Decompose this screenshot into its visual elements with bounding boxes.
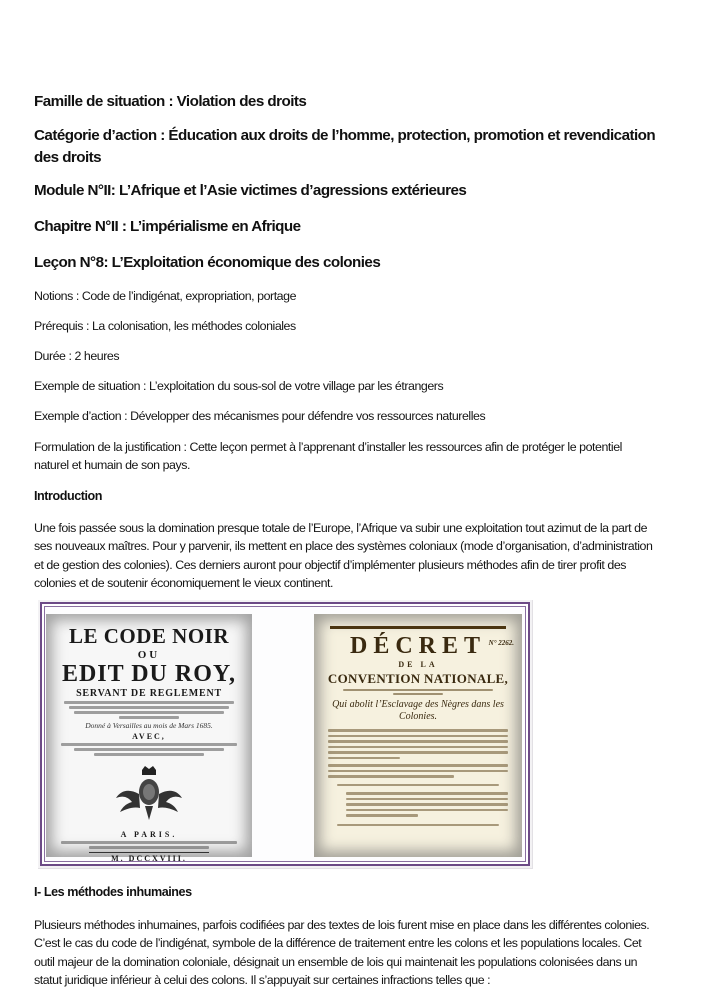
section1-line: outil majeur de la domination coloniale, désignait un ensemble de lois qui maintenait les populations colonisées dans un: [34, 954, 638, 969]
royal-crest-icon: [112, 764, 186, 824]
exemple-situation-text: Exemple de situation : L’exploitation du sous-sol de votre village par les étrangers: [34, 379, 444, 393]
notions-text: Notions : Code de l’indigénat, expropriation, portage: [34, 289, 297, 303]
figure-frame: [40, 602, 530, 866]
blurred-text-line: [343, 689, 493, 691]
decret-number: N° 2262.: [488, 639, 514, 647]
blurred-text-line: [119, 716, 179, 719]
section1-line: statut juridique inférieur à celui des colons. Il s’appuyait sur certaines infractions telles que :: [34, 972, 491, 987]
blurred-text-line: [69, 706, 229, 709]
decret-subtitle: Qui abolit l’Esclavage des Nègres dans les Colonies.: [332, 699, 504, 722]
lecon-heading: Leçon N°8: L’Exploitation économique des colonies: [34, 254, 381, 271]
justification-line1: Formulation de la justification : Cette leçon permet à l’apprenant d’installer les ressources afin de protéger le potentiel: [34, 440, 622, 454]
decret-convention-image: [314, 614, 522, 857]
blurred-text-line: [74, 748, 224, 751]
prerequis-text: Prérequis : La colonisation, les méthodes coloniales: [34, 319, 296, 333]
blurred-text-line: [328, 746, 508, 749]
introduction-paragraph: [34, 519, 706, 592]
blurred-text-line: [346, 809, 508, 812]
section1-heading: I- Les méthodes inhumaines: [34, 885, 192, 899]
reglement-subtitle: SERVANT DE REGLEMENT: [76, 688, 222, 699]
decret-title-text: DÉCRET: [349, 633, 487, 659]
section1-line: Plusieurs méthodes inhumaines, parfois codifiées par des textes de lois furent mise en place dans les différentes colonies.: [34, 918, 650, 932]
blurred-text-line: [337, 784, 499, 787]
categorie-heading-line1: Catégorie d’action : Éducation aux droits de l’homme, protection, promotion et revendication: [34, 127, 656, 144]
blurred-text-line: [94, 753, 204, 756]
code-noir-year: M. DCCXVIII.: [89, 852, 209, 863]
decret-de-la: DE LA: [398, 660, 438, 669]
introduction-line: ses nouveaux maîtres. Pour y parvenir, ils mettent en place des systèmes coloniaux (mode d’organisation, d’administration: [34, 539, 653, 554]
code-noir-avec: AVEC,: [132, 732, 166, 741]
code-noir-paris: A PARIS.: [120, 830, 178, 839]
blurred-text-line: [346, 798, 508, 801]
blurred-text-line: [346, 792, 508, 795]
introduction-line: et de gestion des colonies). Ces derniers auront pour objectif d’implémenter plusieurs méthodes afin de tirer profit des: [34, 557, 627, 572]
blurred-text-line: [393, 693, 443, 695]
blurred-text-line: [328, 751, 508, 754]
blurred-text-line: [64, 701, 234, 704]
blurred-text-line: [328, 740, 508, 743]
blurred-text-line: [328, 764, 508, 767]
blurred-text-line: [337, 824, 499, 827]
blurred-text-line: [328, 735, 508, 738]
justification-line2: naturel et humain de son pays.: [34, 458, 190, 472]
section1-line: C’est le cas du code de l’indigénat, symbole de la différence de traitement entre les colons et les populations locales. Cet: [34, 936, 642, 951]
decret-top-rule: [330, 626, 506, 629]
blurred-text-line: [346, 803, 508, 806]
duree-text: Durée : 2 heures: [34, 349, 120, 363]
code-noir-image: [46, 614, 252, 863]
categorie-heading-line2: des droits: [34, 149, 102, 166]
historic-documents-figure: [38, 600, 533, 869]
blurred-text-line: [61, 743, 237, 746]
blurred-text-line: [328, 770, 508, 773]
decret-title: [314, 633, 522, 660]
module-heading: Module N°II: L’Afrique et l’Asie victimes d’agressions extérieures: [34, 182, 467, 199]
exemple-action-text: Exemple d’action : Développer des mécanismes pour défendre vos ressources naturelles: [34, 409, 486, 423]
code-noir-title: LE CODE NOIR: [68, 624, 230, 648]
blurred-text-line: [74, 711, 224, 714]
section1-paragraph: [34, 916, 706, 989]
blurred-text-line: [328, 757, 400, 760]
blurred-text-line: [328, 775, 454, 778]
decret-body-blurred: [328, 729, 508, 826]
famille-heading: Famille de situation : Violation des droits: [34, 93, 307, 110]
blurred-text-line: [328, 729, 508, 732]
blurred-text-line: [89, 846, 209, 849]
blurred-text-line: [61, 841, 237, 844]
code-noir-ou: OU: [137, 649, 161, 661]
introduction-line: colonies et de soutenir économiquement le vieux continent.: [34, 575, 334, 590]
code-noir-date: Donné à Versailles au mois de Mars 1685.: [85, 721, 213, 730]
edit-du-roy-title: EDIT DU ROY,: [61, 661, 237, 687]
blurred-text-line: [346, 814, 418, 817]
convention-nationale-title: CONVENTION NATIONALE,: [327, 671, 509, 686]
chapitre-heading: Chapitre N°II : L’impérialisme en Afrique: [34, 218, 301, 235]
introduction-line: Une fois passée sous la domination presque totale de l’Europe, l’Afrique va subir une exploitation tout azimut de la part de: [34, 521, 648, 535]
introduction-heading: Introduction: [34, 489, 103, 503]
